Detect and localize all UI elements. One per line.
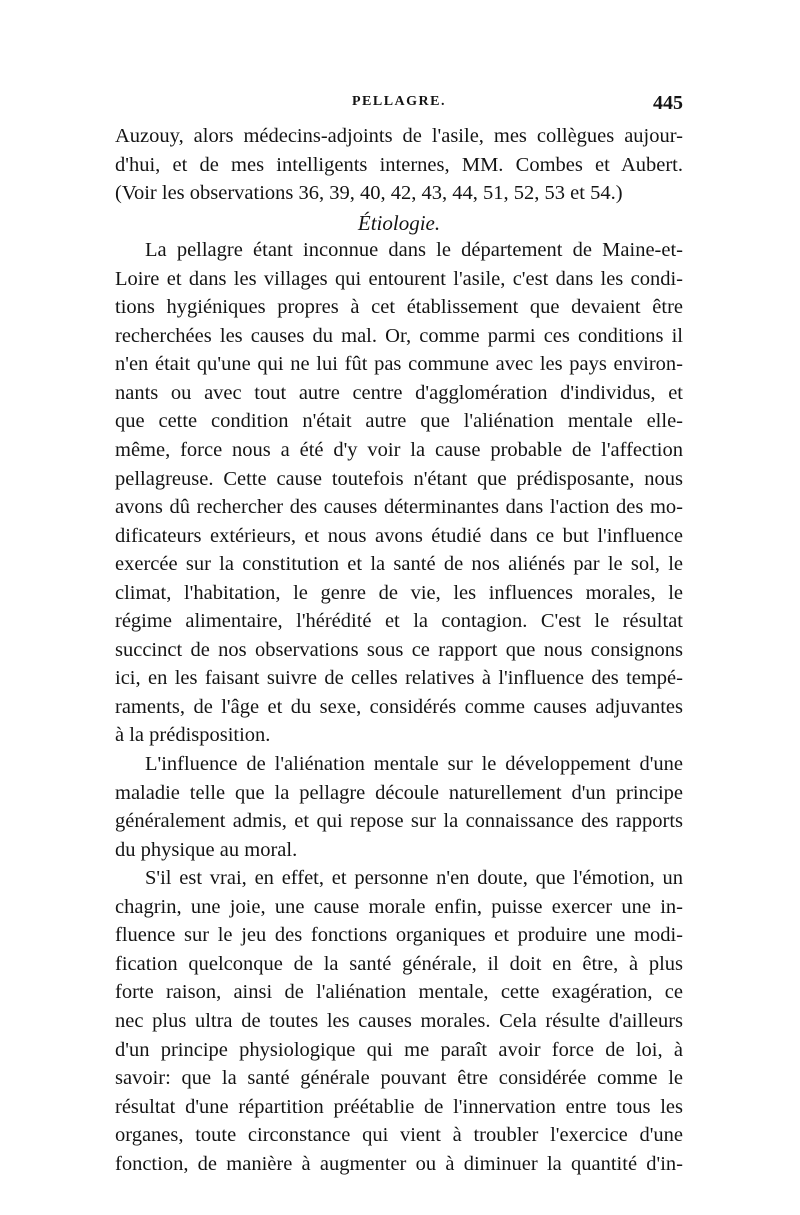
text-line: succinct de nos observations sous ce rapport que nous consignons (115, 638, 683, 661)
text-line: ici, en les faisant suivre de celles relatives à l'influence des tempé- (115, 667, 683, 690)
text-line: pellagreuse. Cette cause toutefois n'étant que prédisposante, nous (115, 467, 683, 490)
text-line: du physique au moral. (115, 838, 298, 861)
running-title: PELLAGRE. (351, 94, 446, 109)
text-line: tions hygiéniques propres à cet établissement que devaient être (115, 296, 683, 319)
text-line: Loire et dans les villages qui entourent l'asile, c'est dans les condi- (115, 267, 683, 290)
text-line: forte raison, ainsi de l'aliénation mentale, cette exagération, ce (115, 981, 683, 1004)
text-line: fication quelconque de la santé générale, il doit en être, à plus (115, 952, 683, 975)
text-line: généralement admis, et qui repose sur la connaissance des rapports (115, 810, 683, 833)
text-line: d'un principe physiologique qui me paraît avoir force de loi, à (115, 1038, 683, 1061)
text-line: que cette condition n'était autre que l'aliénation mentale elle- (115, 410, 683, 433)
text-line: résultat d'une répartition préétablie de l'innervation entre tous les (115, 1095, 683, 1118)
text-line: S'il est vrai, en effet, et personne n'en doute, que l'émotion, un (145, 867, 683, 890)
text-line: nec plus ultra de toutes les causes morales. Cela résulte d'ailleurs (115, 1009, 683, 1032)
text-line: avons dû rechercher des causes déterminantes dans l'action des mo- (115, 496, 683, 519)
text-line: savoir: que la santé générale pouvant être considérée comme le (115, 1067, 683, 1090)
text-line: exercée sur la constitution et la santé de nos aliénés par le sol, le (115, 553, 683, 576)
text-line: La pellagre étant inconnue dans le département de Maine-et- (145, 239, 683, 262)
section-heading: Étiologie. (357, 210, 441, 235)
text-line: maladie telle que la pellagre découle naturellement d'un principe (115, 781, 683, 804)
text-line: fonction, de manière à augmenter ou à diminuer la quantité d'in- (115, 1152, 683, 1175)
page-header (115, 94, 683, 118)
text-line: d'hui, et de mes intelligents internes, MM. Combes et Aubert. (115, 153, 683, 176)
text-line: climat, l'habitation, le genre de vie, les influences morales, le (115, 581, 683, 604)
body-text (115, 122, 683, 1178)
page-number: 445 (653, 92, 683, 114)
text-line: recherchées les causes du mal. Or, comme parmi ces conditions il (115, 324, 683, 347)
text-line: même, force nous a été d'y voir la cause probable de l'affection (115, 439, 683, 462)
text-line: L'influence de l'aliénation mentale sur le développement d'une (145, 753, 683, 776)
text-line: organes, toute circonstance qui vient à troubler l'exercice d'une (115, 1124, 683, 1147)
text-line: raments, de l'âge et du sexe, considérés comme causes adjuvantes (115, 695, 683, 718)
text-line: à la prédisposition. (115, 724, 271, 747)
text-line: n'en était qu'une qui ne lui fût pas commune avec les pays environ- (115, 353, 683, 376)
text-line: nants ou avec tout autre centre d'agglomération d'individus, et (115, 381, 683, 404)
text-line: chagrin, une joie, une cause morale enfin, puisse exercer une in- (115, 895, 683, 918)
text-line: (Voir les observations 36, 39, 40, 42, 43, 44, 51, 52, 53 et 54.) (115, 182, 623, 205)
text-line: dificateurs extérieurs, et nous avons étudié dans ce but l'influence (115, 524, 683, 547)
text-line: Auzouy, alors médecins-adjoints de l'asile, mes collègues aujour- (115, 125, 683, 147)
text-line: fluence sur le jeu des fonctions organiques et produire une modi- (115, 924, 683, 947)
text-line: régime alimentaire, l'hérédité et la contagion. C'est le résultat (115, 610, 683, 633)
